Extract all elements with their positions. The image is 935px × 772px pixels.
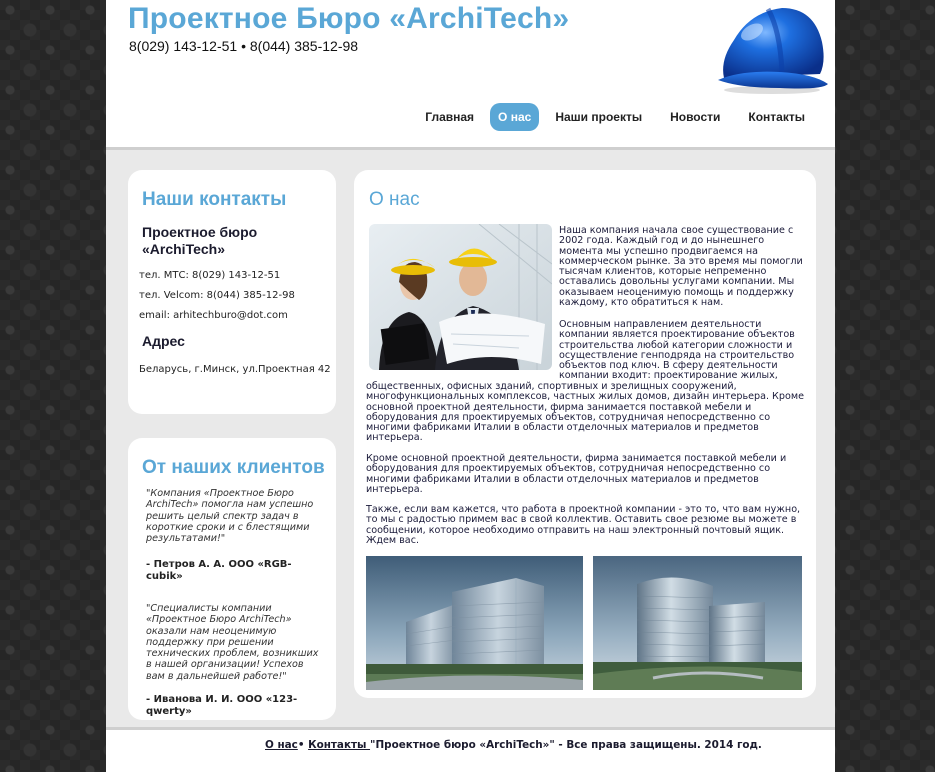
email-address: email: arhitechburo@dot.com: [139, 310, 288, 321]
about-paragraph: Наша компания начала свое существование с 2002 года. Каждый год и до нынешнего момента мы успешно продвигаемся на коммерческом рынке. За это время мы помогли тысячам клиентов, которые непременно оставались довольны услугами компании. Мы оказываем неоценимую помощь и поддержку каждому, кто обратиться к нам.: [559, 225, 803, 309]
main-content: [354, 170, 816, 698]
site-header: [106, 0, 835, 150]
about-paragraph: Кроме основной проектной деятельности, фирма занимается поставкой мебели и оборудования для проектируемых объектов, сотрудничая непосредственно со многими фабриками Италии в области отделочных материалов и предметов интерьера.: [366, 453, 787, 495]
address-title: Адрес: [142, 333, 185, 349]
nav-item-contacts[interactable]: Контакты: [748, 110, 805, 124]
contacts-title: Наши контакты: [142, 189, 287, 210]
blue-hard-hat-icon: [710, 0, 830, 95]
testimonial-author: - Иванова И. И. ООО «123-qwerty»: [146, 694, 298, 717]
testimonials-panel: [128, 438, 336, 720]
footer-separator: •: [297, 739, 305, 751]
building-render-image: [366, 556, 583, 690]
about-paragraph: Также, если вам кажется, что работа в проектной компании - это то, что вам нужно, то мы с радостью примем вас в свой коллектив. Оставить свое резюме вы можете в сообщении, которое необходимо отправить на наш электронный почтовый ящик. Ждем вас.: [366, 504, 801, 546]
phone-velcom: тел. Velcom: 8(044) 385-12-98: [139, 290, 295, 301]
site-footer: [106, 727, 835, 772]
phone-mts: тел. МТС: 8(029) 143-12-51: [139, 270, 281, 281]
testimonials-title: От наших клиентов: [142, 457, 325, 478]
site-title: Проектное Бюро «ArchiTech»: [128, 2, 570, 35]
building-render-image: [593, 556, 802, 690]
address-text: Беларусь, г.Минск, ул.Проектная 42: [139, 364, 331, 375]
company-name: Проектное бюро «ArchiTech»: [142, 224, 258, 257]
testimonial-text: "Специалисты компании «Проектное Бюро ArchiTech» оказали нам неоценимую поддержку при решении технических проблем, возникших в нашей организации! Успехов вам в дальнейшей работе!": [146, 603, 319, 682]
nav-item-projects[interactable]: Наши проекты: [555, 110, 643, 124]
page-wrapper: [106, 0, 835, 769]
about-paragraph: Основным направлением деятельности компании является проектирование объектов строительства любой категории сложности и осуществление генподряда на строительство объектов под ключ. В сферу деятельности компании входит: проектирование жилых,: [559, 319, 795, 382]
footer-text: [265, 739, 762, 751]
page-title: О нас: [369, 189, 420, 210]
header-phones: 8(029) 143-12-51 • 8(044) 385-12-98: [129, 38, 359, 54]
nav-item-about[interactable]: О нас: [490, 103, 539, 131]
team-photo-image: [369, 224, 552, 370]
footer-copyright: "Проектное бюро «ArchiTech»" - Все права защищены. 2014 год.: [370, 739, 762, 751]
contacts-panel: [128, 170, 336, 414]
testimonial-author: - Петров А. А. ООО «RGB-cubik»: [146, 559, 292, 582]
main-navigation: [413, 103, 817, 131]
footer-link-contacts[interactable]: Контакты: [308, 739, 371, 751]
nav-item-home[interactable]: Главная: [425, 110, 475, 124]
about-paragraph: общественных, офисных зданий, спортивных и зрелищных сооружений, многофункциональных комплексов, частных жилых домов, дизайн интерьера. Кроме основной проектной деятельности, фирма занимается поставкой мебели и оборудования для проектируемых объектов, сотрудничая непосредственно со многими фабриками Италии в области отделочных материалов и предметов интерьера.: [366, 381, 804, 444]
testimonial-text: "Компания «Проектное Бюро ArchiTech» помогла нам успешно решить целый спектр задач в короткие сроки и с блестящими результатами!": [146, 488, 314, 545]
nav-item-news[interactable]: Новости: [670, 110, 721, 124]
footer-link-about[interactable]: О нас: [265, 739, 298, 751]
